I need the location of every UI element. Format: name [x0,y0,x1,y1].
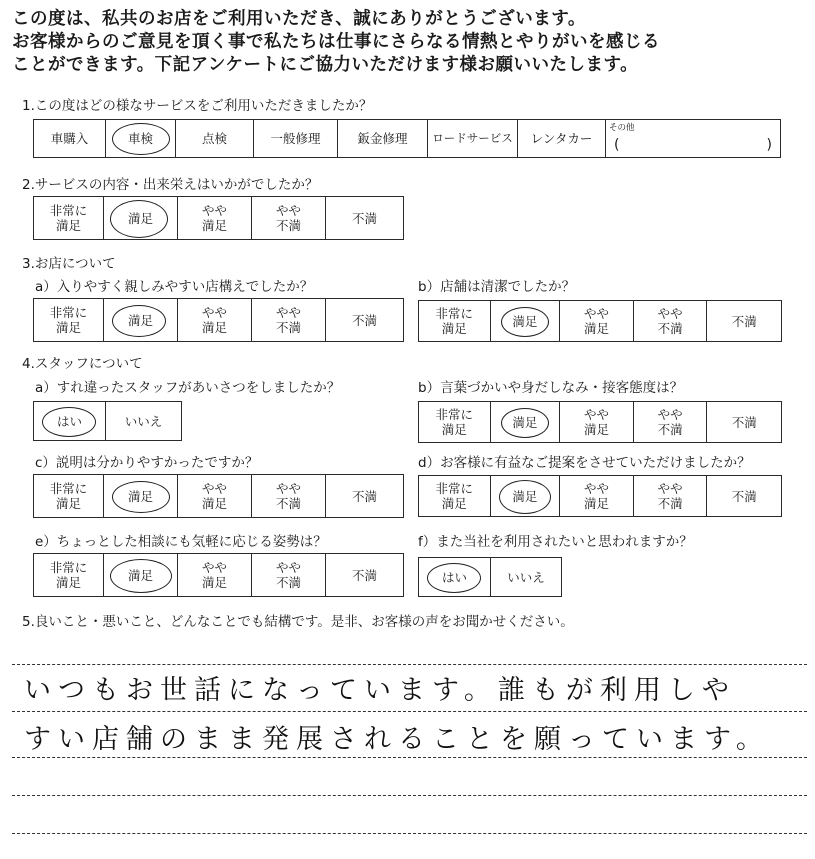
q4c-label: c）説明は分かりやすかったですか？ [35,455,259,471]
q4a-yesno [33,401,182,441]
scale-option[interactable]: やや 満足 [178,299,252,341]
q4f-yesno [418,557,562,597]
q3a-scale [33,298,404,342]
q1-option[interactable]: 車検 [106,120,176,157]
scale-option[interactable]: 不満 [351,312,377,328]
scale-option[interactable]: 不満 [351,488,377,504]
scale-option[interactable]: 非常に 満足 [419,402,491,442]
scale-option[interactable]: 非常に 満足 [34,299,104,341]
scale-option[interactable]: やや 不満 [252,475,326,517]
q4d-scale [418,475,782,517]
q3-label: 3.お店について [22,256,116,272]
intro-line: この度は、私共のお店をご利用いただき、誠にありがとうございます。 [12,9,586,29]
scale-option[interactable]: やや 不満 [252,554,326,596]
scale-option[interactable]: 満足 [104,299,178,341]
scale-option[interactable]: 満足 [491,476,561,516]
scale-option[interactable]: やや 不満 [634,402,708,442]
scale-option[interactable]: 不満 [351,210,377,226]
scale-option[interactable]: やや 満足 [178,197,252,239]
no-option[interactable]: いいえ [507,569,545,585]
q4f-label: f）また当社を利用されたいと思われますか？ [418,534,693,550]
scale-option[interactable]: やや 不満 [252,299,326,341]
q4c-scale [33,474,404,518]
answer-line [12,664,807,665]
q4d-label: d）お客様に有益なご提案をさせていただけましたか？ [418,455,751,471]
scale-option[interactable]: やや 満足 [178,475,252,517]
answer-line [12,757,807,758]
scale-option[interactable]: 非常に 満足 [34,554,104,596]
scale-option[interactable]: 不満 [731,414,757,430]
q1-option[interactable]: 点検 [176,120,254,157]
scale-option[interactable]: 満足 [104,554,178,596]
q4a-label: a）すれ違ったスタッフがあいさつをしましたか？ [35,380,341,396]
scale-option[interactable]: やや 不満 [634,301,708,341]
handwritten-comment-line: いつもお世話になっています。誰もが利用しや [24,675,736,706]
scale-option[interactable]: やや 満足 [560,476,634,516]
scale-option[interactable]: 非常に 満足 [419,476,491,516]
q1-options [33,119,781,158]
q4e-scale [33,553,404,597]
scale-option[interactable]: 満足 [104,197,178,239]
scale-option[interactable]: やや 不満 [634,476,708,516]
scale-option[interactable]: 満足 [104,475,178,517]
answer-line [12,711,807,712]
intro-line: お客様からのご意見を頂く事で私たちは仕事にさらなる情熱とやりがいを感じる [12,32,660,52]
q4e-label: e）ちょっとした相談にも気軽に応じる姿勢は？ [35,534,327,550]
scale-option[interactable]: やや 満足 [560,301,634,341]
scale-option[interactable]: 不満 [351,567,377,583]
scale-option[interactable]: 非常に 満足 [34,475,104,517]
scale-option[interactable]: 非常に 満足 [34,197,104,239]
no-option[interactable]: いいえ [124,413,163,429]
answer-line [12,833,807,834]
q1-option[interactable]: レンタカー [518,120,606,157]
scale-option[interactable]: やや 不満 [252,197,326,239]
q3b-scale [418,300,782,342]
q4b-label: b）言葉づかいや身だしなみ・接客態度は？ [418,380,684,396]
scale-option[interactable]: 不満 [731,488,757,504]
scale-option[interactable]: 満足 [491,301,561,341]
scale-option[interactable]: 不満 [731,313,757,329]
scale-option[interactable]: 満足 [491,402,561,442]
q3a-label: a）入りやすく親しみやすい店構えでしたか？ [35,279,314,295]
q2-label: 2.サービスの内容・出来栄えはいかがでしたか？ [22,177,319,193]
yes-option[interactable]: はい [34,402,106,440]
answer-line [12,795,807,796]
scale-option[interactable]: やや 満足 [178,554,252,596]
q1-label: 1.この度はどの様なサービスをご利用いただきましたか？ [22,98,373,114]
scale-option[interactable]: やや 満足 [560,402,634,442]
q2-scale [33,196,404,240]
q1-option[interactable]: 車購入 [34,120,106,157]
q1-option[interactable]: 鈑金修理 [338,120,428,157]
scale-option[interactable]: 非常に 満足 [419,301,491,341]
yes-option[interactable]: はい [419,558,491,596]
intro-line: ことができます。下記アンケートにご協力いただけます様お願いいたします。 [12,55,639,75]
q5-label: 5.良いこと・悪いこと、どんなことでも結構です。是非、お客様の声をお聞かせください。 [22,614,574,630]
q4-label: 4.スタッフについて [22,356,143,372]
handwritten-comment-line: すい店舗のまま発展されることを願っています。 [24,724,770,755]
q3b-label: b）店舗は清潔でしたか？ [418,279,576,295]
q1-option[interactable]: 一般修理 [254,120,338,157]
q1-option[interactable]: ロードサービス [428,120,518,157]
q4b-scale [418,401,782,443]
intro-text [12,8,812,77]
q1-other[interactable]: その他 ( ) [609,123,772,153]
